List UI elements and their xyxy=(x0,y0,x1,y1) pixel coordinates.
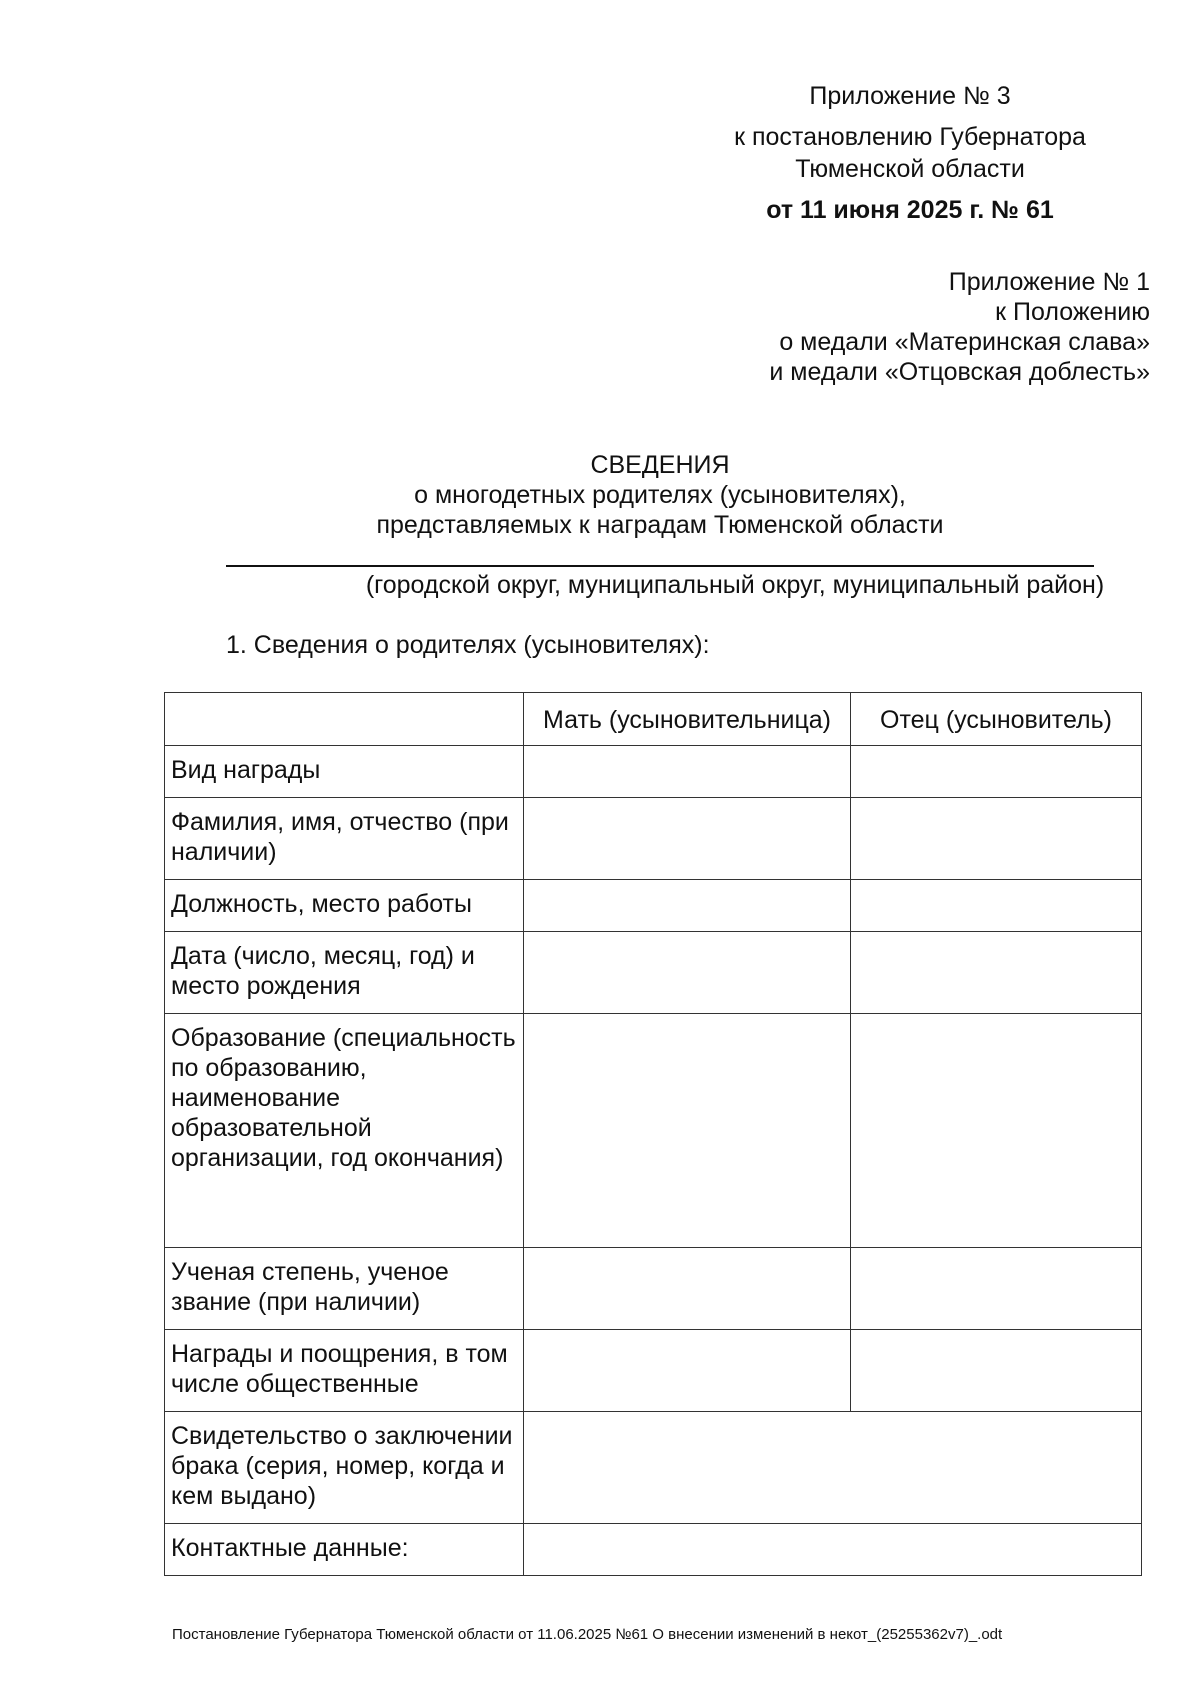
appendix1-line3: и медали «Отцовская доблесть» xyxy=(769,358,1150,386)
appendix1-line1: к Положению xyxy=(995,298,1150,326)
header-cell-mother: Мать (усыновительница) xyxy=(524,693,851,746)
row-label-awards-incentives: Награды и поощрения, в том числе общественные xyxy=(165,1330,524,1412)
father-full-name-cell[interactable] xyxy=(851,798,1142,880)
section1-heading: 1. Сведения о родителях (усыновителях): xyxy=(226,631,710,659)
appendix1-block xyxy=(640,267,1150,387)
mother-degree-cell[interactable] xyxy=(524,1248,851,1330)
father-education-cell[interactable] xyxy=(851,1014,1142,1248)
document-heading: СВЕДЕНИЯ xyxy=(590,451,730,479)
mother-birth-cell[interactable] xyxy=(524,932,851,1014)
table-row xyxy=(165,1014,1142,1248)
row-label-marriage-certificate: Свидетельство о заключении брака (серия, номер, когда и кем выдано) xyxy=(165,1412,524,1524)
table-header-row xyxy=(165,693,1142,746)
table-row xyxy=(165,798,1142,880)
document-subtitle-line2: представляемых к наградам Тюменской области xyxy=(376,511,944,539)
table-row xyxy=(165,746,1142,798)
table-row xyxy=(165,880,1142,932)
father-award-type-cell[interactable] xyxy=(851,746,1142,798)
document-footer: Постановление Губернатора Тюменской области от 11.06.2025 №61 О внесении изменений в некот_(25255362v7)_.odt xyxy=(172,1626,1003,1643)
marriage-certificate-cell[interactable] xyxy=(524,1412,1142,1524)
header-cell-father: Отец (усыновитель) xyxy=(851,693,1142,746)
table-row xyxy=(165,1248,1142,1330)
father-awards-cell[interactable] xyxy=(851,1330,1142,1412)
table-row xyxy=(165,1412,1142,1524)
document-subtitle-line1: о многодетных родителях (усыновителях), xyxy=(414,481,906,509)
appendix1-title: Приложение № 1 xyxy=(948,268,1150,296)
mother-education-cell[interactable] xyxy=(524,1014,851,1248)
row-label-academic-degree: Ученая степень, ученое звание (при наличии) xyxy=(165,1248,524,1330)
table-row xyxy=(165,1524,1142,1576)
mother-awards-cell[interactable] xyxy=(524,1330,851,1412)
header-cell-empty xyxy=(165,693,524,746)
row-label-birth-date-place: Дата (число, месяц, год) и место рождения xyxy=(165,932,524,1014)
appendix3-reference-line1: к постановлению Губернатора xyxy=(734,123,1086,151)
father-position-cell[interactable] xyxy=(851,880,1142,932)
mother-full-name-cell[interactable] xyxy=(524,798,851,880)
appendix1-line2: о медали «Материнская слава» xyxy=(779,328,1150,356)
district-caption: (городской округ, муниципальный округ, муниципальный район) xyxy=(365,571,1105,599)
row-label-full-name: Фамилия, имя, отчество (при наличии) xyxy=(165,798,524,880)
appendix3-reference-line2: Тюменской области xyxy=(795,155,1025,183)
document-title-block xyxy=(150,450,1170,540)
father-birth-cell[interactable] xyxy=(851,932,1142,1014)
row-label-education: Образование (специальность по образованию, наименование образовательной организации, год окончания) xyxy=(165,1014,524,1248)
row-label-contact-details: Контактные данные: xyxy=(165,1524,524,1576)
contact-details-cell[interactable] xyxy=(524,1524,1142,1576)
row-label-position-workplace: Должность, место работы xyxy=(165,880,524,932)
appendix3-title: Приложение № 3 xyxy=(809,82,1011,110)
mother-position-cell[interactable] xyxy=(524,880,851,932)
table-row xyxy=(165,1330,1142,1412)
father-degree-cell[interactable] xyxy=(851,1248,1142,1330)
mother-award-type-cell[interactable] xyxy=(524,746,851,798)
district-fill-line xyxy=(226,565,1094,567)
appendix3-date: от 11 июня 2025 г. № 61 xyxy=(766,196,1054,224)
parents-info-table xyxy=(164,692,1142,1576)
row-label-award-type: Вид награды xyxy=(165,746,524,798)
table-row xyxy=(165,932,1142,1014)
